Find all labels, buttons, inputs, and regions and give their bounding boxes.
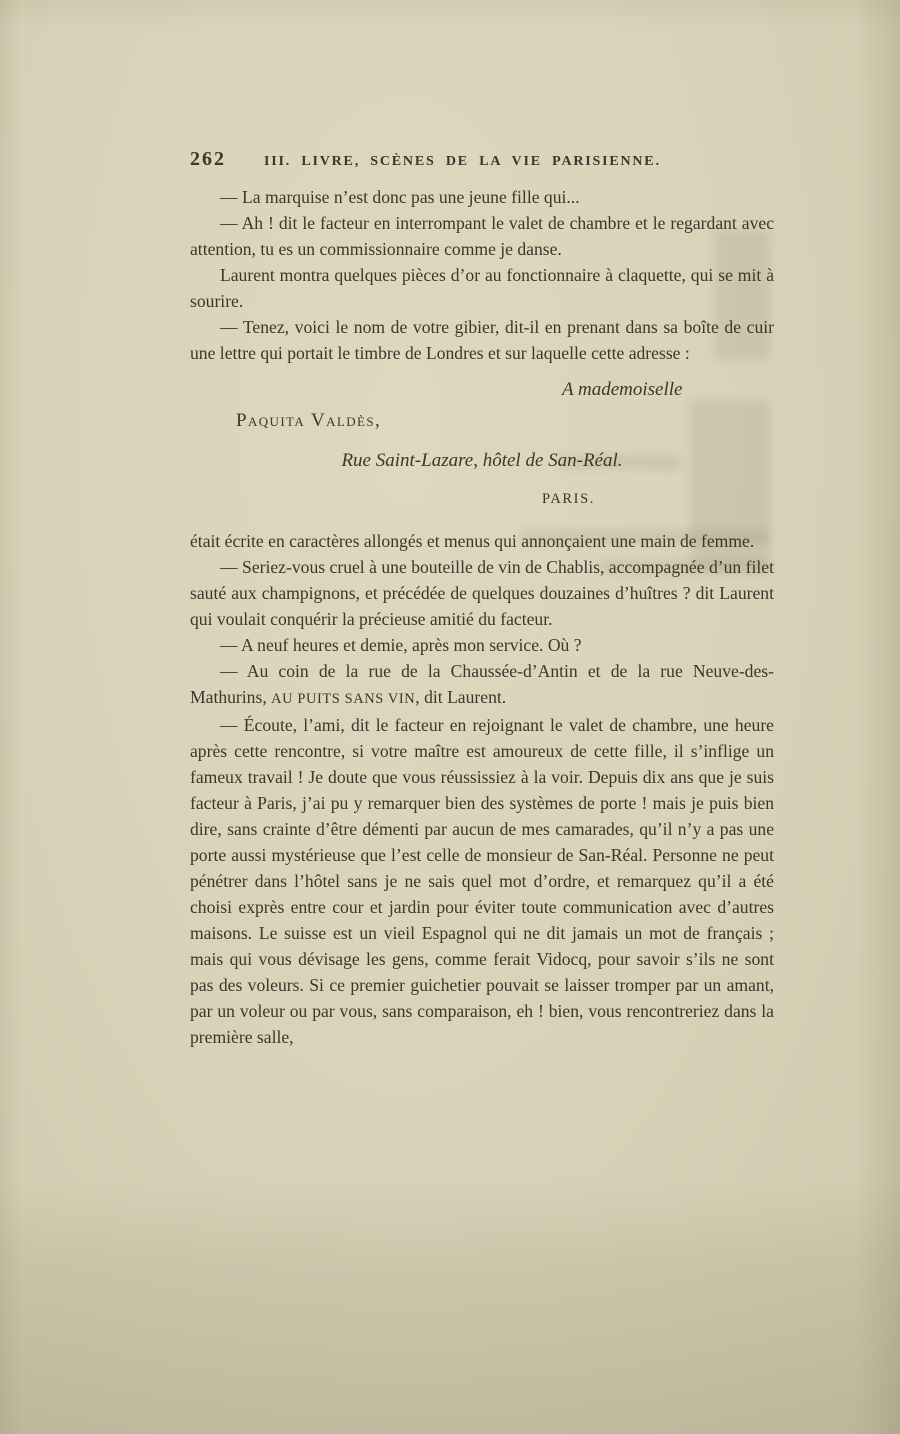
page-number: 262 — [190, 148, 226, 170]
paragraph: — Seriez-vous cruel à une bouteille de vin de Chablis, accompagnée d’un filet sauté aux champignons, et précédée de quelques douzaines d’huîtres ? dit Laurent qui voulait conquérir la précieuse amitié du facteur. — [190, 557, 774, 629]
address-city: PARIS. — [542, 491, 595, 507]
body-text — [190, 184, 774, 1050]
page-header — [190, 148, 774, 171]
letter-address-block — [190, 375, 774, 511]
address-salutation: A mademoiselle — [562, 379, 683, 400]
running-title: III. LIVRE, SCÈNES DE LA VIE PARISIENNE. — [264, 154, 661, 169]
paragraph: — A neuf heures et demie, après mon service. Où ? — [220, 635, 582, 655]
address-street: Rue Saint-Lazare, hôtel de San-Réal. — [341, 450, 623, 471]
paragraph: Laurent montra quelques pièces d’or au fonctionnaire à claquette, qui se mit à sourire. — [190, 265, 774, 311]
paragraph: — La marquise n’est donc pas une jeune fille qui... — [220, 187, 580, 207]
tavern-post-text: , dit Laurent. — [415, 687, 507, 707]
address-name: Paquita Valdès, — [236, 410, 382, 431]
paragraph: — Ah ! dit le facteur en interrompant le valet de chambre et le regardant avec attention, tu es un commissionnaire comme je danse. — [190, 213, 774, 259]
paragraph: était écrite en caractères allongés et menus qui annonçaient une main de femme. — [190, 531, 755, 551]
paragraph-tavern — [190, 658, 774, 712]
paragraph: — Écoute, l’ami, dit le facteur en rejoignant le valet de chambre, une heure après cette rencontre, si votre maître est amoureux de cette fille, il s’inflige un fameux travail ! Je doute que vous réussissiez à la voir. Depuis dix ans que je suis facteur à Paris, j’ai pu y remarquer bien des systèmes de porte ! mais je puis bien dire, sans crainte d’être démenti par aucun de mes camarades, qu’il n’y a pas une porte aussi mystérieuse que l’est celle de monsieur de San-Réal. Personne ne peut pénétrer dans l’hôtel sans je ne sais quel mot d’ordre, et remarquez qu’il a été choisi exprès entre cour et jardin pour éviter toute communication avec d’autres maisons. Le suisse est un vieil Espagnol qui ne dit jamais un mot de français ; mais qui vous dévisage les gens, comme ferait Vidocq, pour savoir s’ils ne sont pas des voleurs. Si ce premier guichetier pouvait se laisser tromper par un amant, par un voleur ou par vous, sans comparaison, eh ! bien, vous rencontreriez dans la première salle, — [190, 715, 774, 1047]
tavern-name: AU PUITS SANS VIN — [271, 691, 416, 707]
paragraph: — Tenez, voici le nom de votre gibier, dit-il en prenant dans sa boîte de cuir une lettre qui portait le timbre de Londres et sur laquelle cette adresse : — [190, 317, 774, 363]
tavern-pre-text: — Au coin de la rue de la Chaussée-d’Antin et de la rue Neuve-des-Mathurins, — [190, 661, 774, 707]
